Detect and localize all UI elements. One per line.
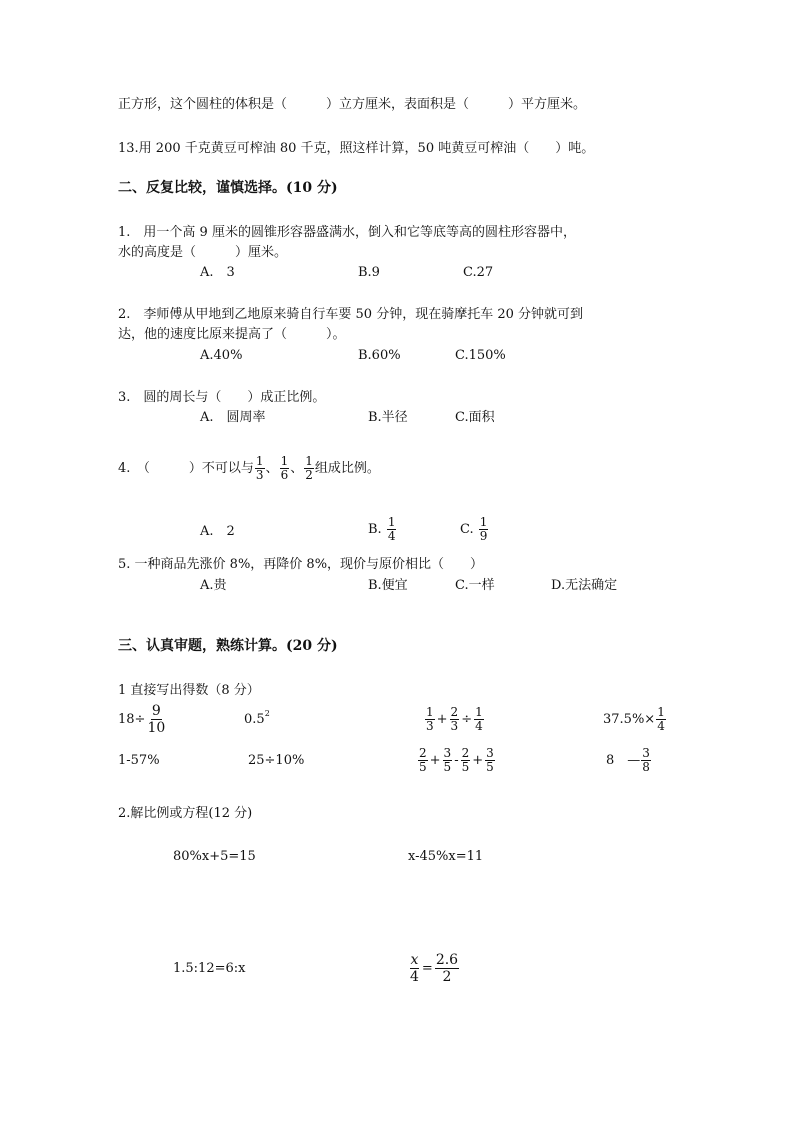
separator: 、 (265, 461, 279, 476)
mc-q4-option-b: B. $\frac{1}{4}$ (368, 515, 396, 543)
mc-q1-line2: 水的高度是（ ）厘米。 (118, 245, 288, 260)
calc-item-2: $0.5^2$ (244, 709, 270, 727)
section-2-title: 二、反复比较，谨慎选择。(10 分) (118, 180, 338, 196)
mc-q5-option-a: A.贵 (200, 578, 227, 593)
calc-item-7: $\frac{2}{5}$ + $\frac{3}{5}$ - $\frac{2}{5}$ + $\frac{3}{5}$ (419, 746, 494, 774)
mc-q4-option-a: A. 2 (200, 524, 235, 539)
mc-q3-line: 3. 圆的周长与（ ）成正比例。 (118, 390, 326, 405)
calc-item-5: 1-57% (118, 753, 160, 768)
fraction-one-half: $\frac{1}{2}$ (305, 454, 313, 482)
fraction-one-third: $\frac{1}{3}$ (255, 454, 264, 482)
question-13: 13.用 200 千克黄豆可榨油 80 千克，照这样计算，50 吨黄豆可榨油（ ）吨。 (118, 141, 595, 156)
mc-q1-option-c: C.27 (463, 265, 494, 280)
continued-question-line: 正方形，这个圆柱的体积是（ ）立方厘米，表面积是（ ）平方厘米。 (118, 97, 587, 112)
mc-q2-line2: 达，他的速度比原来提高了（ ）。 (118, 327, 346, 342)
calc-subsection-2: 2.解比例或方程(12 分) (118, 806, 253, 821)
mc-q4-prefix: 4. （ ）不可以与 (118, 461, 254, 476)
fraction-one-ninth: $\frac{1}{9}$ (479, 515, 488, 543)
fraction-one-sixth: $\frac{1}{6}$ (280, 454, 289, 482)
section-3-title: 三、认真审题，熟练计算。(20 分) (118, 638, 338, 654)
mc-q2-option-a: A.40% (200, 348, 243, 363)
mc-q2-line1: 2. 李师傅从甲地到乙地原来骑自行车要 50 分钟，现在骑摩托车 20 分钟就可到 (118, 307, 584, 322)
mc-q5-option-b: B.便宜 (368, 578, 408, 593)
mc-q3-option-a: A. 圆周率 (200, 410, 266, 425)
mc-q1-option-a: A. 3 (200, 265, 235, 280)
calc-item-3: $\frac{1}{3}$ + $\frac{2}{3}$ ÷ $\frac{1}{4}$ (426, 705, 483, 733)
mc-q4-suffix: 组成比例。 (314, 461, 380, 476)
mc-q2-option-b: B.60% (358, 348, 401, 363)
mc-q4-option-c: C. $\frac{1}{9}$ (460, 515, 488, 543)
mc-q3-option-c: C.面积 (455, 410, 495, 425)
equation-1: 80%x+5=15 (173, 849, 256, 864)
mc-q5-option-d: D.无法确定 (551, 578, 618, 593)
fraction-one-quarter: $\frac{1}{4}$ (387, 515, 396, 543)
mc-q1-line1: 1. 用一个高 9 厘米的圆锥形容器盛满水，倒入和它等底等高的圆柱形容器中， (118, 225, 576, 240)
mc-q2-option-c: C.150% (455, 348, 506, 363)
mc-q5-option-c: C.一样 (455, 578, 495, 593)
calc-item-6: 25÷10% (248, 753, 305, 768)
calc-item-4: 37.5%× $\frac{1}{4}$ (603, 705, 665, 733)
fraction-nine-tenths: $\frac{9}{10}$ (147, 703, 166, 736)
equation-2: x-45%x=11 (408, 849, 484, 864)
equation-4: $\frac{x}{4}$ = $\frac{2.6}{2}$ (410, 952, 459, 985)
calc-subsection-1: 1 直接写出得数（8 分） (118, 683, 260, 698)
mc-q4-line (118, 454, 380, 484)
mc-q1-option-b: B.9 (358, 265, 380, 280)
equation-3: 1.5:12=6:x (173, 961, 246, 976)
calc-item-8: 8 — $\frac{3}{8}$ (606, 746, 650, 774)
separator: 、 (290, 461, 304, 476)
mc-q5-line: 5. 一种商品先涨价 8%，再降价 8%，现价与原价相比（ ） (118, 557, 484, 572)
mc-q3-option-b: B.半径 (368, 410, 408, 425)
calc-item-1: 18÷ $\frac{9}{10}$ (118, 703, 166, 736)
